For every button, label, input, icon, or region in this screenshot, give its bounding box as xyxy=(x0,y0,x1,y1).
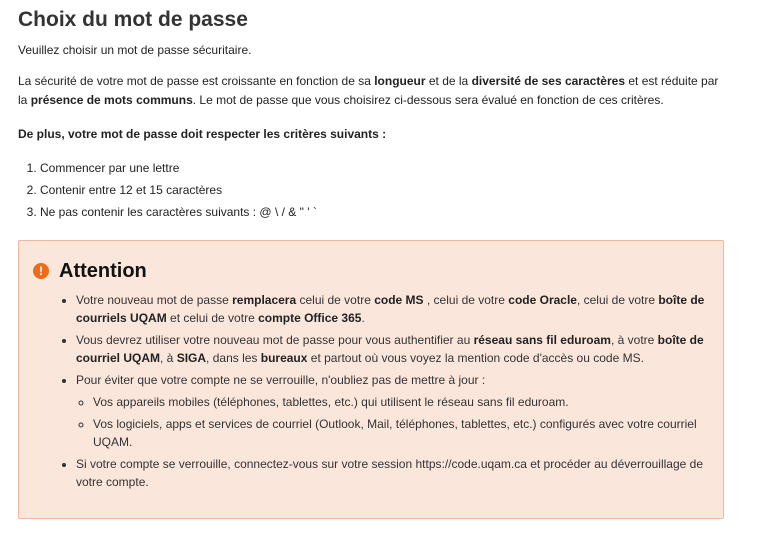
attention-bold: bureaux xyxy=(260,351,308,365)
attention-text: . xyxy=(361,311,365,325)
attention-bold: boîte de courriels UQAM xyxy=(76,293,705,325)
attention-header xyxy=(33,259,147,283)
attention-text: et partout où vous voyez la mention code d'accès ou code MS. xyxy=(307,351,644,365)
criteria-list xyxy=(18,157,730,223)
criteria-item: 1. Commencer par une lettre xyxy=(40,157,730,179)
attention-sublist xyxy=(76,393,726,451)
attention-text: , à votre xyxy=(610,333,658,347)
attention-title: Attention xyxy=(59,260,147,282)
security-bold-diversity: diversité de ses caractères xyxy=(471,74,626,88)
security-bold-length: longueur xyxy=(374,74,426,88)
attention-item-replace xyxy=(76,291,726,327)
attention-item-usage xyxy=(76,331,726,367)
attention-text: , celui de votre xyxy=(576,293,659,307)
exclamation-circle-icon: ! xyxy=(33,263,49,279)
attention-bold: boîte de courriel UQAM xyxy=(76,333,704,365)
attention-item-update xyxy=(76,371,726,451)
attention-bold: code MS xyxy=(374,293,424,307)
attention-text: , celui de votre xyxy=(423,293,509,307)
attention-subitem: ◦ Vos appareils mobiles (téléphones, tablettes, etc.) qui utilisent le réseau sans fil eduroam. xyxy=(93,393,726,411)
security-text-2: et de la xyxy=(425,74,472,88)
attention-bold: code Oracle xyxy=(508,293,577,307)
attention-text: Pour éviter que votre compte ne se verrouille, n'oubliez pas de mettre à jour : xyxy=(76,373,486,387)
criteria-item: 2. Contenir entre 12 et 15 caractères xyxy=(40,179,730,201)
attention-bold: SIGA xyxy=(176,351,207,365)
page-title: Choix du mot de passe xyxy=(18,8,248,31)
attention-text: , à xyxy=(160,351,177,365)
intro-text: Veuillez choisir un mot de passe sécuritaire. xyxy=(18,43,252,57)
attention-text: Vous devrez utiliser votre nouveau mot de passe pour vous authentifier au xyxy=(76,333,474,347)
attention-bold: remplacera xyxy=(232,293,297,307)
attention-item-locked: • Si votre compte se verrouille, connectez-vous sur votre session https://code.uqam.ca et procéder au déverrouillage de votre compte. xyxy=(76,455,726,491)
attention-text: et celui de votre xyxy=(166,311,259,325)
security-text-3: et est réduite par la xyxy=(18,74,719,107)
attention-subitem: ◦ Vos logiciels, apps et services de courriel (Outlook, Mail, téléphones, tablettes, etc.) configurés avec votre courriel UQAM. xyxy=(93,415,726,451)
security-text-1: La sécurité de votre mot de passe est croissante en fonction de sa xyxy=(18,74,375,88)
password-choice-page xyxy=(18,0,730,489)
security-text-4: . Le mot de passe que vous choisirez ci-dessous sera évalué en fonction de ces critères. xyxy=(192,93,664,107)
criteria-item: 3. Ne pas contenir les caractères suivants : @ \ / & " ' ` xyxy=(40,201,730,223)
attention-text: celui de votre xyxy=(296,293,375,307)
criteria-title: De plus, votre mot de passe doit respecter les critères suivants : xyxy=(18,127,387,141)
security-bold-common-words: présence de mots communs xyxy=(30,93,193,107)
attention-list xyxy=(59,291,726,495)
attention-text: Votre nouveau mot de passe xyxy=(76,293,233,307)
attention-bold: réseau sans fil eduroam xyxy=(473,333,611,347)
security-paragraph xyxy=(18,72,730,110)
attention-bold: compte Office 365 xyxy=(258,311,362,325)
attention-text: , dans les xyxy=(206,351,261,365)
attention-box xyxy=(18,240,724,519)
